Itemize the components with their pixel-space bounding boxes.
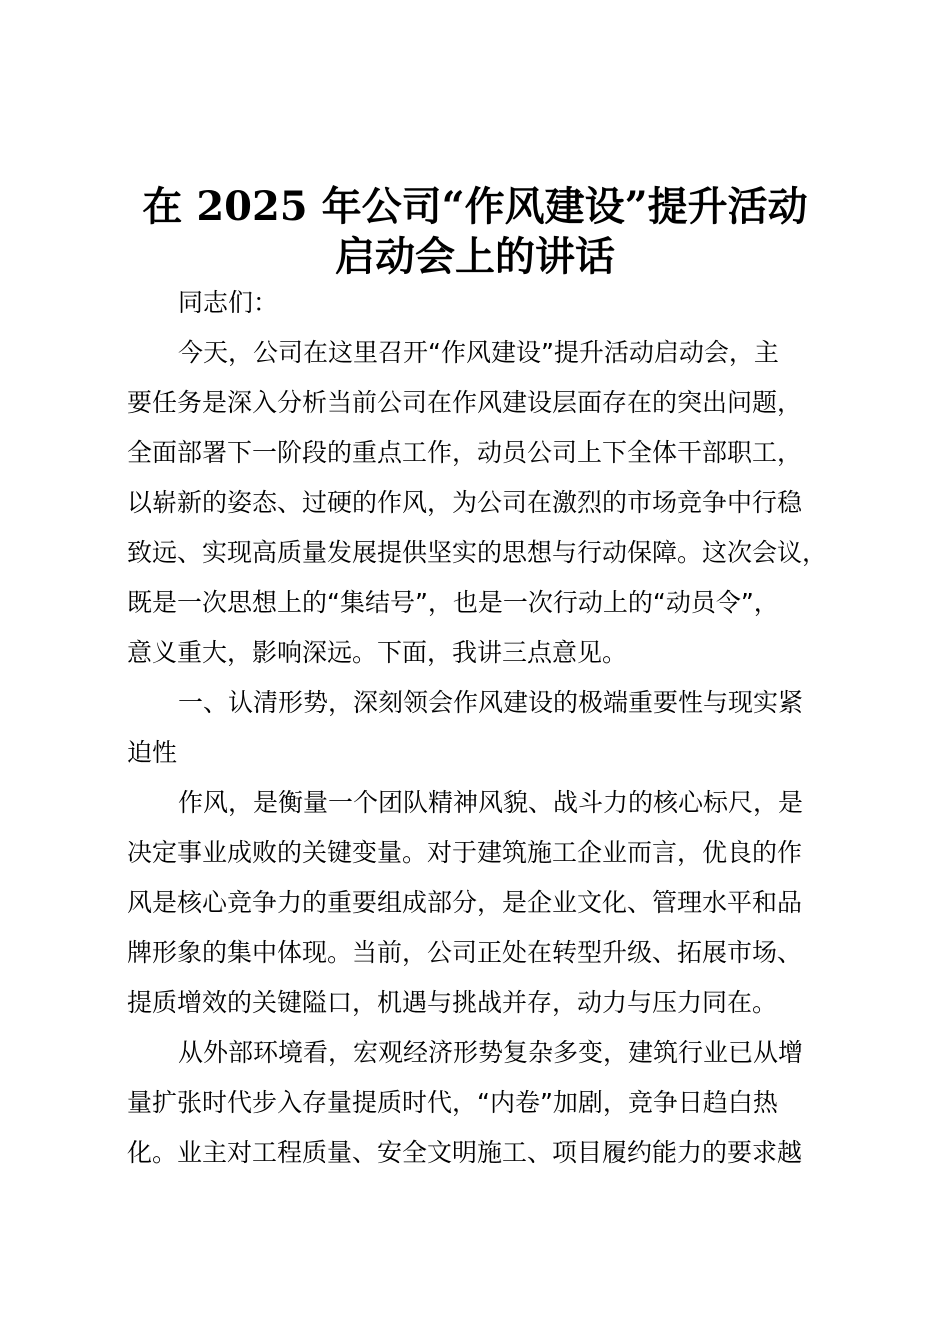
paragraph-line: 既是一次思想上的“集结号”，也是一次行动上的“动员令”， [127,588,779,617]
document-title-line-2: 启动会上的讲话 [335,233,615,280]
paragraph-line: 意义重大，影响深远。下面，我讲三点意见。 [127,638,628,667]
paragraph-line: 全面部署下一阶段的重点工作，动员公司上下全体干部职工， [127,438,803,467]
paragraph-line: 致远、实现高质量发展提供坚实的思想与行动保障。这次会议， [127,538,828,567]
paragraph-line: 以崭新的姿态、过硬的作风，为公司在激烈的市场竞争中行稳 [127,488,803,517]
paragraph-line: 作风，是衡量一个团队精神风貌、战斗力的核心标尺，是 [178,788,804,817]
paragraph-line: 从外部环境看，宏观经济形势复杂多变，建筑行业已从增 [178,1038,804,1067]
paragraph-line: 风是核心竞争力的重要组成部分，是企业文化、管理水平和品 [127,888,803,917]
paragraph-line: 提质增效的关键隘口，机遇与挑战并存，动力与压力同在。 [127,988,778,1017]
paragraph-line: 化。业主对工程质量、安全文明施工、项目履约能力的要求越 [127,1138,803,1167]
paragraph-line: 量扩张时代步入存量提质时代，“内卷”加剧，竞争日趋白热 [127,1088,778,1117]
paragraph-line: 要任务是深入分析当前公司在作风建设层面存在的突出问题， [127,388,803,417]
section-heading: 迫性 [127,738,178,767]
paragraph-line: 决定事业成败的关键变量。对于建筑施工企业而言，优良的作 [127,838,803,867]
paragraph-line: 牌形象的集中体现。当前，公司正处在转型升级、拓展市场、 [127,938,803,967]
paragraph-line: 今天，公司在这里召开“作风建设”提升活动启动会，主 [178,338,779,367]
document-title-line-1: 在 2025 年公司“作风建设”提升活动 [142,183,808,230]
salutation: 同志们： [178,288,279,317]
section-heading: 一、认清形势，深刻领会作风建设的极端重要性与现实紧 [178,688,804,717]
